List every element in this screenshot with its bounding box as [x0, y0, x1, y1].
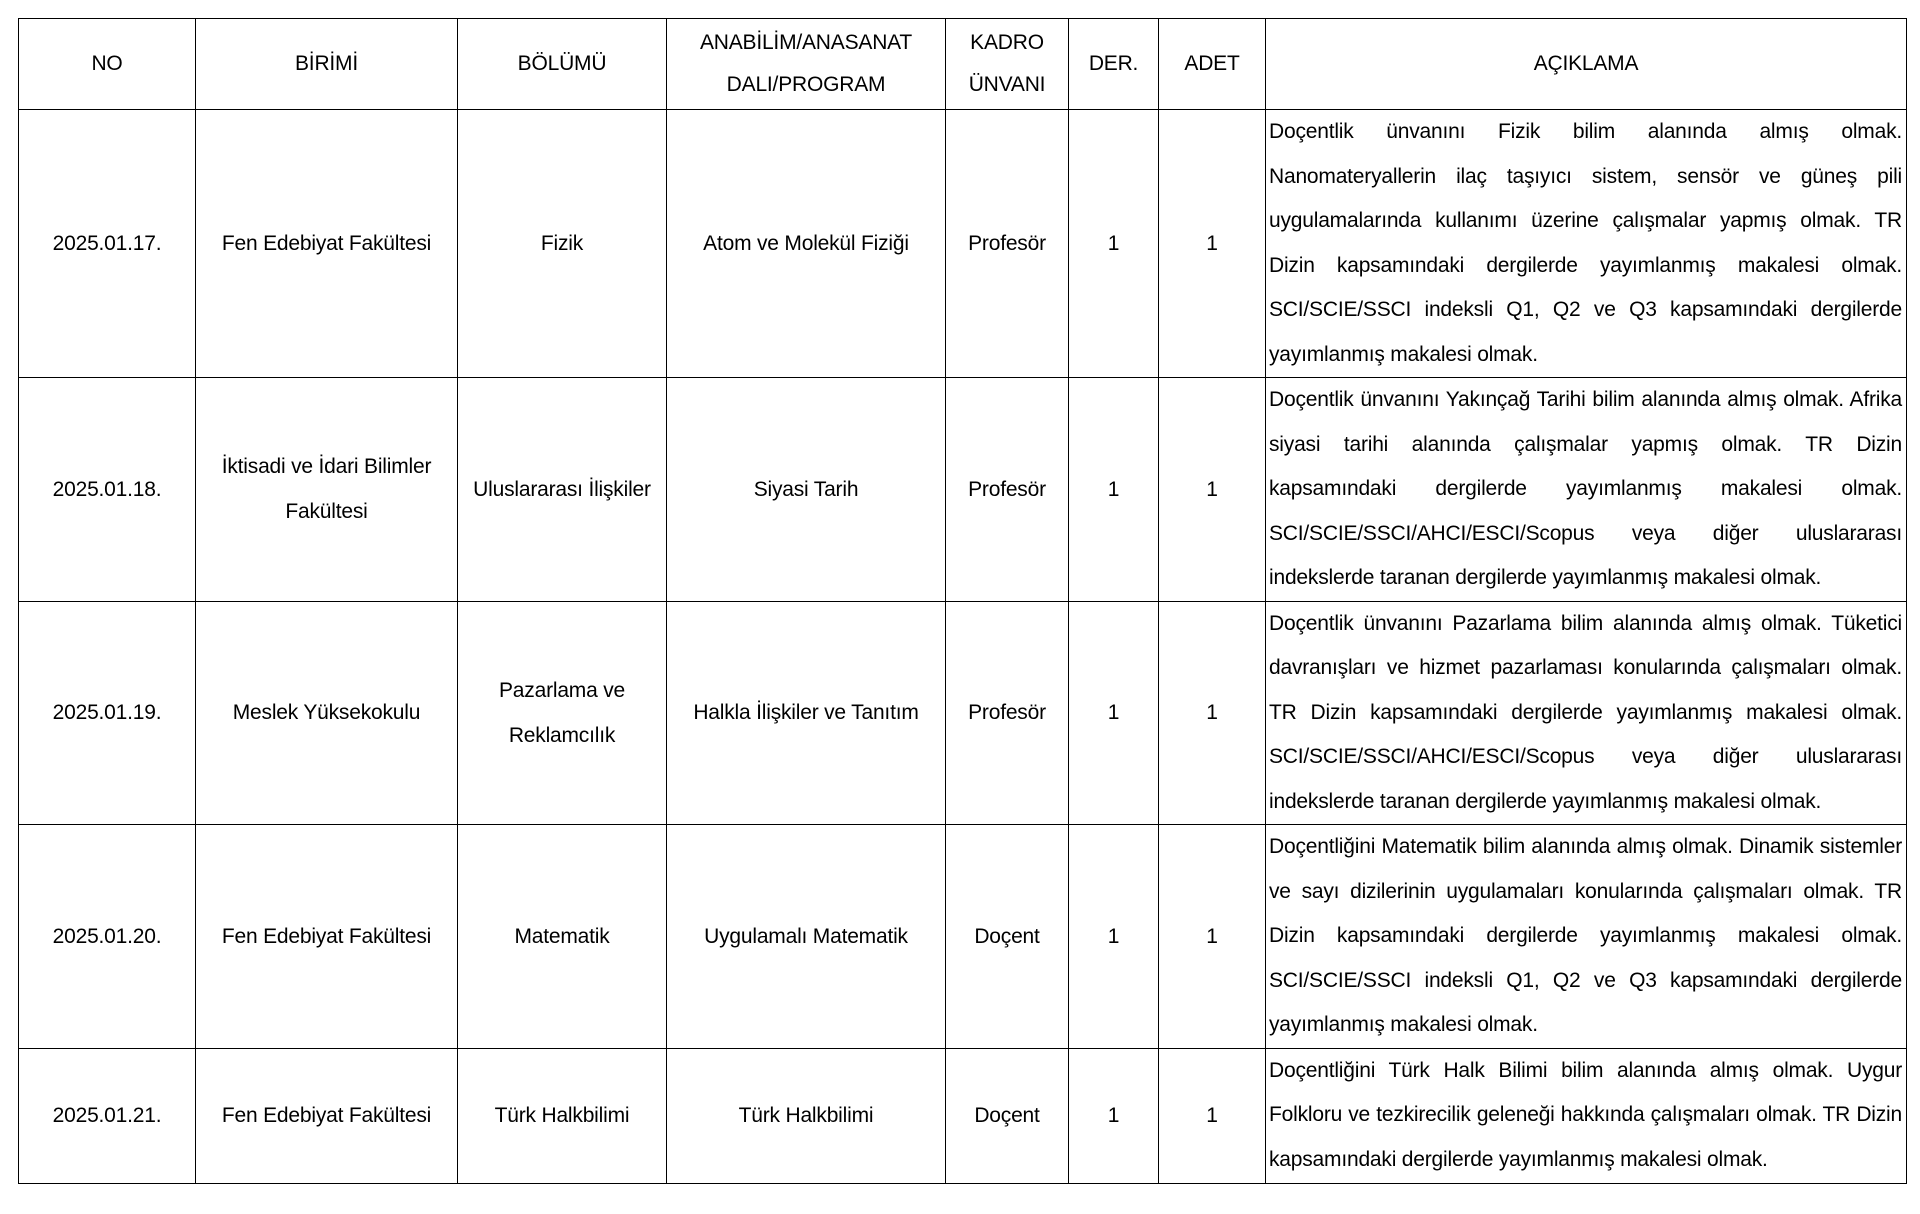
table-row	[19, 825, 1907, 1049]
cell-anabilim: Atom ve Molekül Fiziği	[667, 110, 946, 378]
cell-bolumu: Fizik	[458, 110, 667, 378]
header-anabilim-line2: DALI/PROGRAM	[726, 73, 886, 96]
cell-bolumu-line2: Reklamcılık	[508, 723, 616, 747]
header-aciklama: AÇIKLAMA	[1266, 19, 1907, 110]
cell-no: 2025.01.21.	[19, 1048, 196, 1183]
cell-bolumu-line1: Pazarlama ve	[499, 678, 625, 702]
cell-kadro: Profesör	[946, 110, 1069, 378]
cell-kadro: Doçent	[946, 825, 1069, 1049]
cell-no: 2025.01.19.	[19, 601, 196, 825]
cell-birimi: Fen Edebiyat Fakültesi	[196, 825, 458, 1049]
table-row	[19, 110, 1907, 378]
cell-no: 2025.01.20.	[19, 825, 196, 1049]
header-der: DER.	[1069, 19, 1159, 110]
cell-der: 1	[1069, 1048, 1159, 1183]
cell-bolumu	[458, 601, 667, 825]
cell-aciklama: Doçentliğini Türk Halk Bilimi bilim alanında almış olmak. Uygur Folkloru ve tezkirecilik geleneği hakkında çalışmaları olmak. TR Dizin kapsamındaki dergilerde yayımlanmış makalesi olmak.	[1266, 1048, 1907, 1183]
cell-kadro: Profesör	[946, 378, 1069, 602]
cell-aciklama: Doçentliğini Matematik bilim alanında almış olmak. Dinamik sistemler ve sayı dizilerinin uygulamaları konularında çalışmaları olmak. TR Dizin kapsamındaki dergilerde yayımlanmış makalesi olmak. SCI/SCIE/SSCI indeksli Q1, Q2 ve Q3 kapsamındaki dergilerde yayımlanmış makalesi olmak.	[1266, 825, 1907, 1049]
header-bolumu: BÖLÜMÜ	[458, 19, 667, 110]
cell-adet: 1	[1159, 110, 1266, 378]
cell-anabilim: Uygulamalı Matematik	[667, 825, 946, 1049]
cell-anabilim: Türk Halkbilimi	[667, 1048, 946, 1183]
cell-birimi-line2: Fakültesi	[285, 500, 368, 524]
cell-birimi: Meslek Yüksekokulu	[196, 601, 458, 825]
cell-birimi: Fen Edebiyat Fakültesi	[196, 1048, 458, 1183]
cell-adet: 1	[1159, 825, 1266, 1049]
cell-aciklama: Doçentlik ünvanını Yakınçağ Tarihi bilim alanında almış olmak. Afrika siyasi tarihi alanında çalışmalar yapmış olmak. TR Dizin kapsamındaki dergilerde yayımlanmış makalesi olmak. SCI/SCIE/SSCI/AHCI/ESCI/Scopus veya diğer uluslararası indekslerde taranan dergilerde yayımlanmış makalesi olmak.	[1266, 378, 1907, 602]
cell-bolumu: Türk Halkbilimi	[458, 1048, 667, 1183]
cell-der: 1	[1069, 110, 1159, 378]
cell-birimi	[196, 378, 458, 602]
position-table	[18, 18, 1907, 1184]
cell-aciklama: Doçentlik ünvanını Pazarlama bilim alanında almış olmak. Tüketici davranışları ve hizmet pazarlaması konularında çalışmaları olmak. TR Dizin kapsamındaki dergilerde yayımlanmış makalesi olmak. SCI/SCIE/SSCI/AHCI/ESCI/Scopus veya diğer uluslararası indekslerde taranan dergilerde yayımlanmış makalesi olmak.	[1266, 601, 1907, 825]
cell-adet: 1	[1159, 601, 1266, 825]
cell-no: 2025.01.17.	[19, 110, 196, 378]
header-row	[19, 19, 1907, 110]
header-no: NO	[19, 19, 196, 110]
header-birimi: BİRİMİ	[196, 19, 458, 110]
header-kadro	[946, 19, 1069, 110]
cell-anabilim: Siyasi Tarih	[667, 378, 946, 602]
header-anabilim-line1: ANABİLİM/ANASANAT	[699, 31, 913, 54]
cell-aciklama: Doçentlik ünvanını Fizik bilim alanında almış olmak. Nanomateryallerin ilaç taşıyıcı sistem, sensör ve güneş pili uygulamalarında kullanımı üzerine çalışmalar yapmış olmak. TR Dizin kapsamındaki dergilerde yayımlanmış makalesi olmak. SCI/SCIE/SSCI indeksli Q1, Q2 ve Q3 kapsamındaki dergilerde yayımlanmış makalesi olmak.	[1266, 110, 1907, 378]
header-anabilim	[667, 19, 946, 110]
table-row	[19, 601, 1907, 825]
cell-birimi-line1: İktisadi ve İdari Bilimler	[221, 455, 432, 479]
table-row	[19, 1048, 1907, 1183]
cell-adet: 1	[1159, 378, 1266, 602]
position-announcement-sheet	[18, 18, 1906, 1184]
cell-birimi: Fen Edebiyat Fakültesi	[196, 110, 458, 378]
cell-bolumu: Uluslararası İlişkiler	[458, 378, 667, 602]
table-row	[19, 378, 1907, 602]
cell-kadro: Doçent	[946, 1048, 1069, 1183]
cell-anabilim: Halkla İlişkiler ve Tanıtım	[667, 601, 946, 825]
cell-adet: 1	[1159, 1048, 1266, 1183]
header-kadro-line2: ÜNVANI	[968, 73, 1046, 96]
cell-bolumu: Matematik	[458, 825, 667, 1049]
cell-der: 1	[1069, 825, 1159, 1049]
cell-der: 1	[1069, 378, 1159, 602]
cell-kadro: Profesör	[946, 601, 1069, 825]
cell-der: 1	[1069, 601, 1159, 825]
cell-no: 2025.01.18.	[19, 378, 196, 602]
header-adet: ADET	[1159, 19, 1266, 110]
header-kadro-line1: KADRO	[970, 31, 1044, 54]
